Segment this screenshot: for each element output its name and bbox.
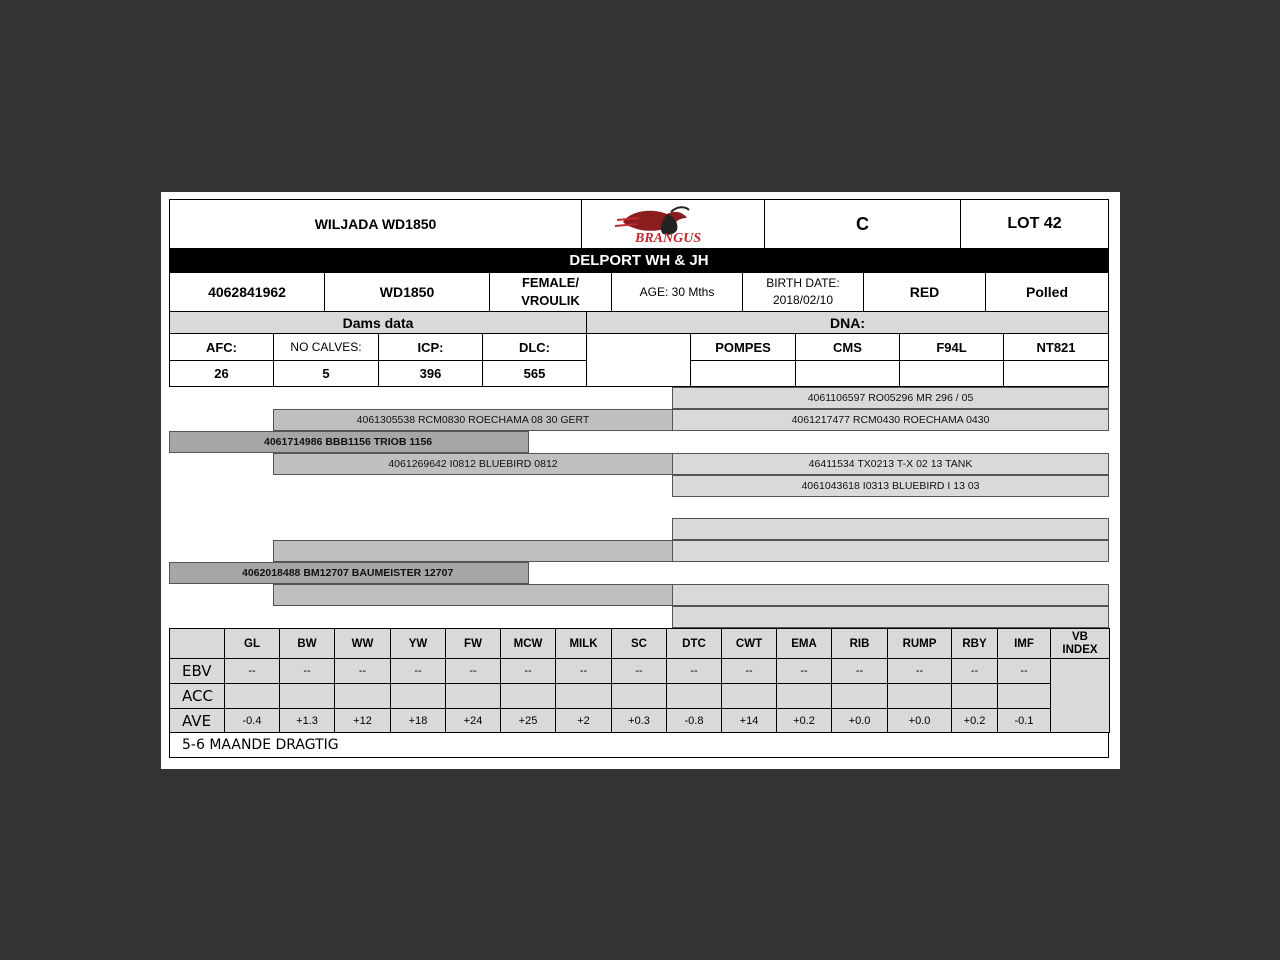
ave-value-ww: +12 (334, 708, 391, 733)
icp-value: 396 (378, 360, 483, 387)
pedigree-dam-dam-dam (672, 606, 1109, 628)
pedigree-sire-dam: 4061269642 I0812 BLUEBIRD 0812 (273, 453, 673, 475)
dlc-value: 565 (482, 360, 587, 387)
ave-value-bw: +1.3 (279, 708, 335, 733)
ave-value-mcw: +25 (500, 708, 556, 733)
animal-id: WD1850 (324, 272, 490, 312)
dna-cms-result (795, 360, 900, 387)
ebv-value-fw: -- (445, 658, 501, 684)
ebv-column-header: YW (390, 628, 446, 659)
dna-f94l-result (899, 360, 1004, 387)
acc-value-rib (831, 683, 888, 709)
dna-nt821: NT821 (1003, 333, 1109, 361)
ave-value-rump: +0.0 (887, 708, 952, 733)
grade: C (764, 199, 961, 249)
dlc-header: DLC: (482, 333, 587, 361)
ebv-column-header: CWT (721, 628, 777, 659)
ave-value-fw: +24 (445, 708, 501, 733)
afc-value: 26 (169, 360, 274, 387)
dna-title: DNA: (586, 311, 1109, 334)
birth-date (742, 272, 864, 312)
bull-head-icon (613, 204, 733, 244)
acc-value-dtc (666, 683, 722, 709)
ebv-column-header: DTC (666, 628, 722, 659)
no-calves-value: 5 (273, 360, 379, 387)
ebv-value-bw: -- (279, 658, 335, 684)
dna-blank-cell (586, 333, 691, 387)
pedigree-sire-sire-dam: 4061217477 RCM0430 ROECHAMA 0430 (672, 409, 1109, 431)
vb-index-header (1050, 628, 1110, 659)
notes: 5-6 MAANDE DRAGTIG (169, 732, 1109, 758)
ebv-value-ww: -- (334, 658, 391, 684)
ave-value-gl: -0.4 (224, 708, 280, 733)
sale-catalogue-card (161, 192, 1120, 769)
ebv-column-header: BW (279, 628, 335, 659)
dams-data-title: Dams data (169, 311, 587, 334)
acc-value-sc (611, 683, 667, 709)
pedigree-sire-sire-sire: 4061106597 RO05296 MR 296 / 05 (672, 387, 1109, 409)
no-calves-header: NO CALVES: (273, 333, 379, 361)
ebv-value-milk: -- (555, 658, 612, 684)
ebv-value-yw: -- (390, 658, 446, 684)
dna-pompes: POMPES (690, 333, 796, 361)
ave-value-rby: +0.2 (951, 708, 998, 733)
ave-value-milk: +2 (555, 708, 612, 733)
svg-text:BRANGUS: BRANGUS (635, 231, 702, 244)
birth-date-label: BIRTH DATE: (766, 276, 840, 290)
sex (489, 272, 612, 312)
ebv-column-header: RUMP (887, 628, 952, 659)
acc-value-imf (997, 683, 1051, 709)
ebv-value-ema: -- (776, 658, 832, 684)
acc-value-bw (279, 683, 335, 709)
ebv-value-rump: -- (887, 658, 952, 684)
ebv-value-dtc: -- (666, 658, 722, 684)
ebv-value-sc: -- (611, 658, 667, 684)
vb-index-value (1050, 658, 1110, 733)
brangus-logo (581, 199, 765, 249)
registration-number: 4062841962 (169, 272, 325, 312)
ave-value-rib: +0.0 (831, 708, 888, 733)
sex-english: FEMALE/ (521, 275, 580, 290)
ave-value-cwt: +14 (721, 708, 777, 733)
row-label-acc: ACC (169, 683, 225, 709)
animal-name: WILJADA WD1850 (169, 199, 582, 249)
ave-value-sc: +0.3 (611, 708, 667, 733)
horn-status: Polled (985, 272, 1109, 312)
ebv-column-header: MCW (500, 628, 556, 659)
ave-value-yw: +18 (390, 708, 446, 733)
afc-header: AFC: (169, 333, 274, 361)
ebv-column-header: MILK (555, 628, 612, 659)
pedigree-sire-dam-sire: 46411534 TX0213 T-X 02 13 TANK (672, 453, 1109, 475)
colour: RED (863, 272, 986, 312)
ave-value-imf: -0.1 (997, 708, 1051, 733)
ebv-value-rib: -- (831, 658, 888, 684)
pedigree-dam-sire (273, 540, 673, 562)
age: AGE: 30 Mths (611, 272, 743, 312)
pedigree-dam-sire-sire (672, 518, 1109, 540)
row-label-ebv: EBV (169, 658, 225, 684)
ebv-value-rby: -- (951, 658, 998, 684)
birth-date-value: 2018/02/10 (772, 293, 834, 307)
ebv-column-header: RIB (831, 628, 888, 659)
ebv-value-imf: -- (997, 658, 1051, 684)
pedigree-sire: 4061714986 BBB1156 TRIOB 1156 (169, 431, 529, 453)
ebv-value-mcw: -- (500, 658, 556, 684)
acc-value-ema (776, 683, 832, 709)
ave-value-ema: +0.2 (776, 708, 832, 733)
pedigree-dam: 4062018488 BM12707 BAUMEISTER 12707 (169, 562, 529, 584)
ebv-value-cwt: -- (721, 658, 777, 684)
ebv-header-corner (169, 628, 225, 659)
acc-value-ww (334, 683, 391, 709)
icp-header: ICP: (378, 333, 483, 361)
acc-value-cwt (721, 683, 777, 709)
dna-pompes-result (690, 360, 796, 387)
ebv-column-header: WW (334, 628, 391, 659)
row-label-ave: AVE (169, 708, 225, 733)
dna-cms: CMS (795, 333, 900, 361)
ebv-column-header: SC (611, 628, 667, 659)
ebv-column-header: EMA (776, 628, 832, 659)
acc-value-rump (887, 683, 952, 709)
pedigree-sire-dam-dam: 4061043618 I0313 BLUEBIRD I 13 03 (672, 475, 1109, 497)
dna-nt821-result (1003, 360, 1109, 387)
ebv-value-gl: -- (224, 658, 280, 684)
acc-value-gl (224, 683, 280, 709)
ebv-column-header: GL (224, 628, 280, 659)
ebv-column-header: FW (445, 628, 501, 659)
ebv-column-header: RBY (951, 628, 998, 659)
lot-number: LOT 42 (960, 199, 1109, 249)
ave-value-dtc: -0.8 (666, 708, 722, 733)
vb-index-header-text: INDEX (1062, 643, 1098, 656)
pedigree-sire-sire: 4061305538 RCM0830 ROECHAMA 08 30 GERT (273, 409, 673, 431)
sex-afrikaans: VROULIK (521, 293, 580, 308)
ebv-column-header: IMF (997, 628, 1051, 659)
acc-value-yw (390, 683, 446, 709)
pedigree-dam-dam (273, 584, 673, 606)
dna-f94l: F94L (899, 333, 1004, 361)
acc-value-mcw (500, 683, 556, 709)
acc-value-rby (951, 683, 998, 709)
acc-value-milk (555, 683, 612, 709)
pedigree-dam-sire-dam (672, 540, 1109, 562)
pedigree-dam-dam-sire (672, 584, 1109, 606)
owner-band: DELPORT WH & JH (169, 248, 1109, 273)
vb-index-header-text: VB (1072, 630, 1088, 643)
acc-value-fw (445, 683, 501, 709)
